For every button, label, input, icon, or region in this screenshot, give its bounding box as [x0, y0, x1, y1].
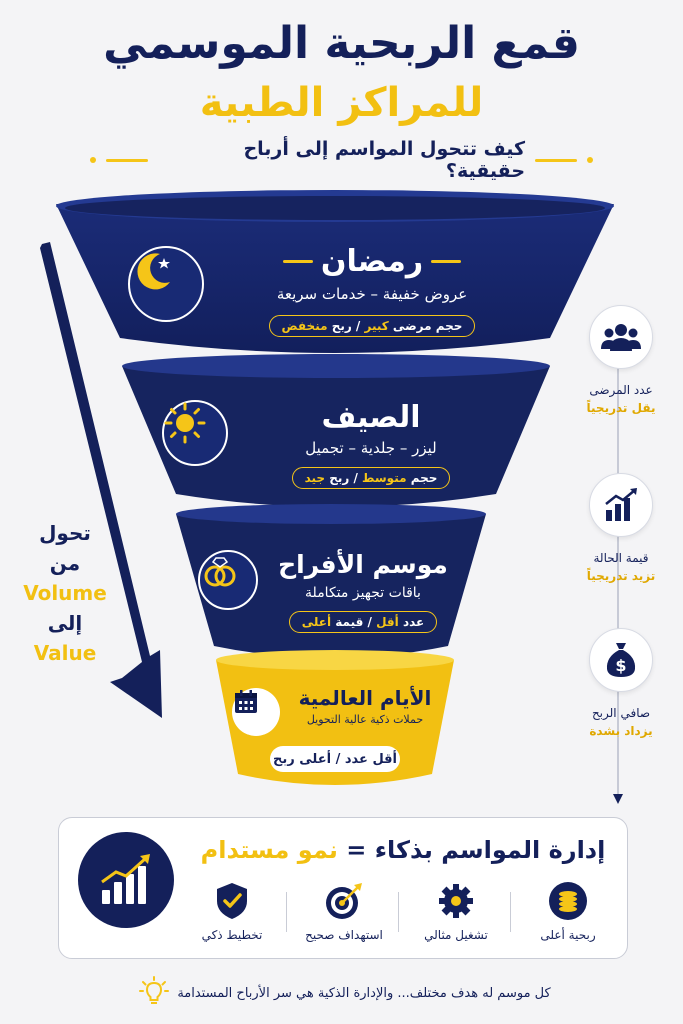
feature-divider — [398, 892, 399, 932]
page-title-secondary: للمراكز الطبية — [199, 80, 484, 126]
tier-pill: حجم متوسط / ربح جيد — [292, 467, 451, 489]
metric-label: قيمة الحالة — [593, 551, 649, 565]
tier-title-row — [222, 244, 522, 279]
feature-label: ربحية أعلى — [540, 928, 596, 942]
metric-label: صافي الربح — [591, 706, 651, 720]
decor-line — [106, 159, 148, 162]
lightbulb-icon — [139, 976, 169, 1010]
gear-icon — [404, 880, 508, 922]
shield-check-icon — [180, 880, 284, 922]
growth-chart-icon — [589, 473, 653, 537]
feature-optimal-operation — [404, 880, 508, 942]
funnel-tier-world-days — [212, 646, 458, 790]
footer-text: كل موسم له هدف مختلف... والإدارة الذكية هي سر الأرباح المستدامة — [177, 985, 551, 1001]
metric-case-value — [566, 473, 676, 583]
page-subtitle: كيف تتحول المواسم إلى أرباح حقيقية؟ — [243, 138, 526, 182]
feature-higher-profit — [516, 880, 620, 942]
tier-title: الأيام العالمية — [298, 686, 432, 710]
subtitle-row — [90, 138, 593, 182]
users-icon — [589, 305, 653, 369]
feature-label: تخطيط ذكي — [201, 928, 263, 942]
feature-label: استهداف صحيح — [305, 928, 383, 942]
growth-chart-icon — [78, 832, 174, 928]
rings-icon — [198, 550, 258, 610]
tier-title: رمضان — [320, 244, 424, 279]
feature-divider — [286, 892, 287, 932]
decor-dot — [90, 157, 96, 163]
metric-patients — [566, 305, 676, 415]
svg-text:$: $ — [615, 656, 627, 675]
feature-correct-targeting — [292, 880, 396, 942]
footer — [100, 978, 590, 1008]
feature-smart-planning — [180, 880, 284, 942]
summary-headline: إدارة المواسم بذكاء = نمو مستدام — [200, 836, 606, 864]
tier-description: ليزر – جلدية – تجميل — [305, 439, 437, 457]
page-title: قمع الربحية الموسمي — [103, 18, 580, 69]
tier-title: الصيف — [321, 400, 421, 435]
tier-description: عروض خفيفة – خدمات سريعة — [276, 285, 468, 303]
money-bag-icon — [589, 628, 653, 692]
funnel-tier-summer — [118, 352, 554, 512]
funnel-tier-weddings — [172, 502, 490, 662]
arrow-caption: تحول من Volume إلى Value — [23, 521, 107, 665]
calendar-icon — [232, 688, 280, 736]
tier-title: موسم الأفراح — [278, 550, 448, 579]
decor-line — [535, 159, 577, 162]
coins-icon — [516, 880, 620, 922]
metric-label: عدد المرضى — [589, 383, 653, 397]
tier-pill: أقل عدد / أعلى ربح — [270, 746, 400, 772]
feature-label: تشغيل مثالي — [424, 928, 488, 942]
tier-pill: عدد أقل / قيمة أعلى — [289, 611, 438, 633]
metric-trend: يزداد بشدة — [589, 724, 653, 738]
target-icon — [292, 880, 396, 922]
tier-description: حملات ذكية عالية التحويل — [306, 713, 424, 726]
tier-description: باقات تجهيز متكاملة — [305, 585, 421, 601]
decor-dot — [587, 157, 593, 163]
tier-pill: حجم مرضى كبير / ربح منخفض — [269, 315, 476, 337]
metric-net-profit — [566, 628, 676, 738]
metric-trend: يقل تدريجياً — [586, 401, 656, 415]
feature-divider — [510, 892, 511, 932]
sun-icon — [162, 400, 228, 466]
metric-trend: تزيد تدريجياً — [586, 569, 656, 583]
